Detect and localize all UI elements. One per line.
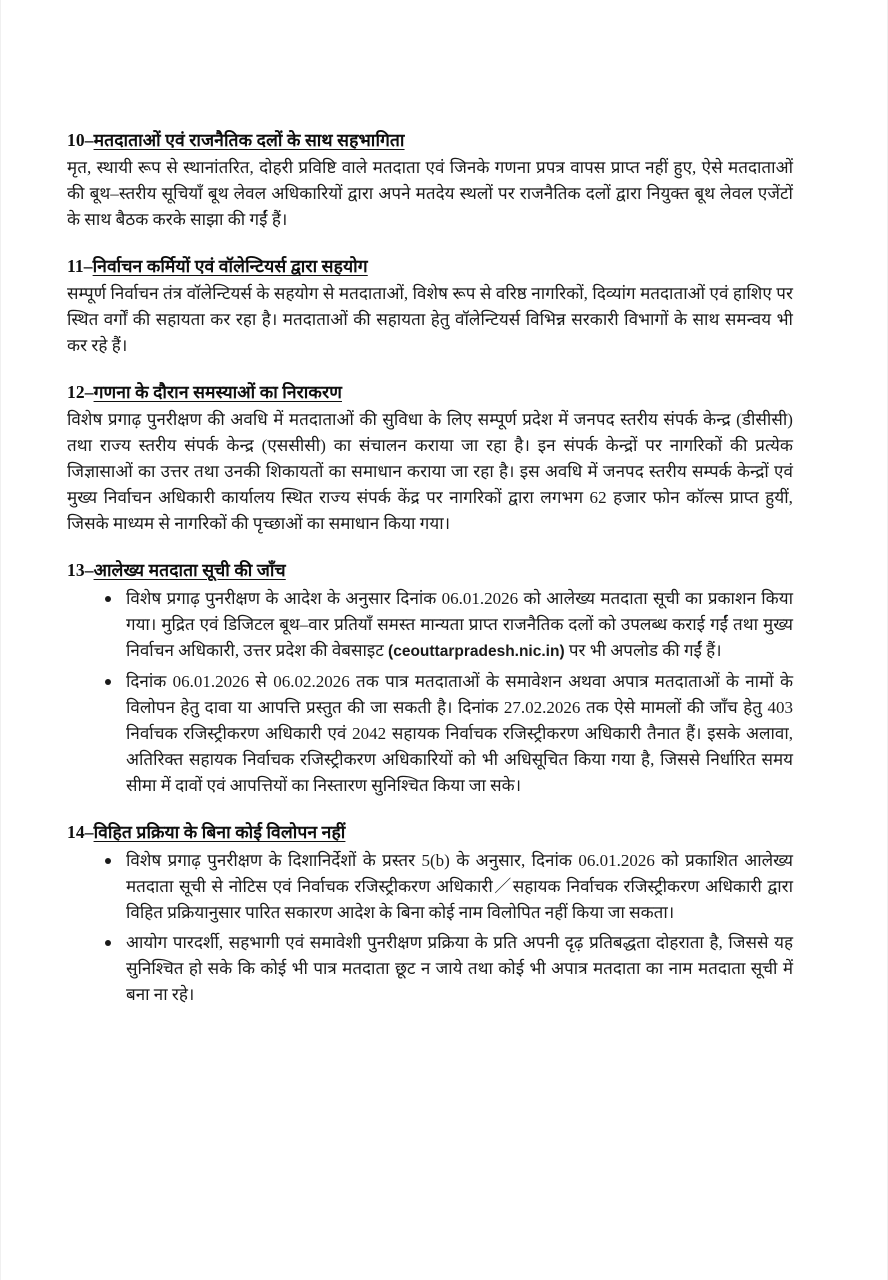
section-14-heading xyxy=(67,820,793,845)
section-10-heading xyxy=(67,128,793,153)
section-11-number: 11 xyxy=(67,256,84,276)
section-13-number: 13 xyxy=(67,560,85,580)
section-11-heading-text: निर्वाचन कर्मियों एवं वॉलेन्टियर्स द्वारा सहयोग xyxy=(92,256,368,276)
bullet-dot-icon xyxy=(105,679,111,685)
bullet-dot-icon xyxy=(105,858,111,864)
section-13-separator: – xyxy=(84,560,94,580)
section-12-heading-text: गणना के दौरान समस्याओं का निराकरण xyxy=(93,382,342,402)
list-item xyxy=(67,930,793,1008)
section-11-heading xyxy=(67,254,793,279)
section-10-paragraph: मृत, स्थायी रूप से स्थानांतरित, दोहरी प्रविष्टि वाले मतदाता एवं जिनके गणना प्रपत्र वापस प्राप्त नहीं हुए, ऐसे मतदाताओं की बूथ–स्तरीय सूचियाँ बूथ लेवल अधिकारियों द्वारा अपने मतदेय स्थलों पर राजनैतिक दलों द्वारा नियुक्त बूथ लेवल एजेंटों के साथ बैठक करके साझा की गईं हैं। xyxy=(67,158,793,229)
section-14-bullet-list xyxy=(67,848,793,1008)
section-12-number: 12 xyxy=(67,382,85,402)
bullet-text-before-link: विशेष प्रगाढ़ पुनरीक्षण के आदेश के अनुसार दिनांक 06.01.2026 को आलेख्य मतदाता सूची का प्रकाशन किया गया। मुद्रित एवं डिजिटल बूथ–वार प्रतियाँ समस्त मान्यता प्राप्त राजनैतिक दलों को उपलब्ध कराई गईं तथा मुख्य निर्वाचन अधिकारी, उत्तर प्रदेश की वेबसाइट xyxy=(126,589,794,660)
section-13 xyxy=(67,558,793,799)
section-11 xyxy=(67,254,793,359)
section-10-number: 10 xyxy=(67,130,85,150)
section-12-paragraph: विशेष प्रगाढ़ पुनरीक्षण की अवधि में मतदाताओं की सुविधा के लिए सम्पूर्ण प्रदेश में जनपद स्तरीय संपर्क केन्द्र (डीसीसी) तथा राज्य स्तरीय संपर्क केन्द्र (एससीसी) का संचालन कराया जा रहा है। इन संपर्क केन्द्रों पर नागरिकों की प्रत्येक जिज्ञासाओं का उत्तर तथा उनकी शिकायतों का समाधान कराया जा रहा है। इस अवधि में जनपद स्तरीय सम्पर्क केन्द्रों एवं मुख्य निर्वाचन अधिकारी कार्यालय स्थित राज्य संपर्क केंद्र पर नागरिकों द्वारा लगभग 62 हजार फोन कॉल्स प्राप्त हुयीं, जिसके माध्यम से नागरिकों की पृच्छाओं का समाधान किया गया। xyxy=(67,410,793,533)
section-12-heading xyxy=(67,380,793,405)
list-item xyxy=(67,586,793,665)
section-10-heading-text: मतदाताओं एवं राजनैतिक दलों के साथ सहभागिता xyxy=(93,130,405,150)
section-13-heading-text: आलेख्य मतदाता सूची की जाँच xyxy=(93,560,286,580)
section-13-bullet-list xyxy=(67,586,793,799)
section-10-separator: – xyxy=(84,130,94,150)
bullet-dot-icon xyxy=(105,940,111,946)
document-content xyxy=(67,128,793,1008)
section-14-heading-text: विहित प्रक्रिया के बिना कोई विलोपन नहीं xyxy=(93,822,346,842)
ceo-website-link[interactable]: (ceouttarpradesh.nic.in) xyxy=(388,643,565,660)
section-11-paragraph: सम्पूर्ण निर्वाचन तंत्र वॉलेन्टियर्स के सहयोग से मतदाताओं, विशेष रूप से वरिष्ठ नागरिकों, दिव्यांग मतदाताओं एवं हाशिए पर स्थित वर्गों की सहायता कर रहा है। मतदाताओं की सहायता हेतु वॉलेन्टियर्स विभिन्न सरकारी विभागों के साथ समन्वय भी कर रहे हैं। xyxy=(67,284,793,355)
list-item xyxy=(67,848,793,926)
bullet-text: आयोग पारदर्शी, सहभागी एवं समावेशी पुनरीक्षण प्रक्रिया के प्रति अपनी दृढ़ प्रतिबद्धता दोहराता है, जिससे यह सुनिश्चित हो सके कि कोई भी पात्र मतदाता छूट न जाये तथा कोई भी अपात्र मतदाता का नाम मतदाता सूची में बना ना रहे। xyxy=(126,933,793,1004)
bullet-text-after-link: पर भी अपलोड की गईं हैं। xyxy=(564,641,722,660)
section-12 xyxy=(67,380,793,537)
section-14 xyxy=(67,820,793,1008)
section-10 xyxy=(67,128,793,233)
list-item xyxy=(67,669,793,799)
bullet-text: विशेष प्रगाढ़ पुनरीक्षण के दिशानिर्देशों के प्रस्तर 5(b) के अनुसार, दिनांक 06.01.2026 को प्रकाशित आलेख्य मतदाता सूची से नोटिस एवं निर्वाचक रजिस्ट्रीकरण अधिकारी／सहायक निर्वाचक रजिस्ट्रीकरण अधिकारी द्वारा विहित प्रक्रियानुसार पारित सकारण आदेश के बिना कोई नाम विलोपित नहीं किया जा सकता। xyxy=(126,851,793,922)
section-11-separator: – xyxy=(83,256,93,276)
bullet-dot-icon xyxy=(105,596,111,602)
section-14-separator: – xyxy=(84,822,94,842)
bullet-text: दिनांक 06.01.2026 से 06.02.2026 तक पात्र मतदाताओं के समावेशन अथवा अपात्र मतदाताओं के नामों के विलोपन हेतु दावा या आपत्ति प्रस्तुत की जा सकती है। दिनांक 27.02.2026 तक ऐसे मामलों की जाँच हेतु 403 निर्वाचक रजिस्ट्रीकरण अधिकारी एवं 2042 सहायक निर्वाचक रजिस्ट्रीकरण अधिकारी तैनात हैं। इसके अलावा, अतिरिक्त सहायक निर्वाचक रजिस्ट्रीकरण अधिकारियों को भी अधिसूचित किया गया है, जिससे निर्धारित समय सीमा में दावों एवं आपत्तियों का निस्तारण सुनिश्चित किया जा सके। xyxy=(126,672,793,795)
section-13-heading xyxy=(67,558,793,583)
section-14-number: 14 xyxy=(67,822,85,842)
section-12-separator: – xyxy=(84,382,94,402)
